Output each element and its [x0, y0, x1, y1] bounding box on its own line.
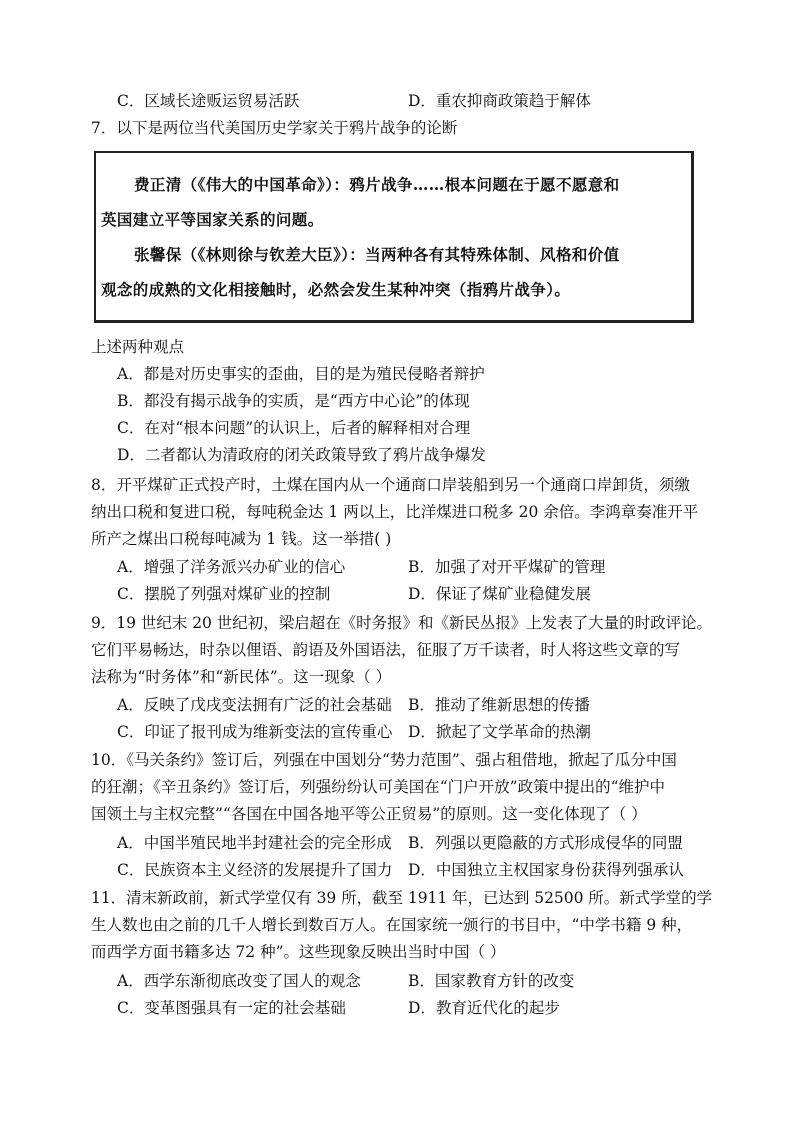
q10-stem-line-3: 国领土与主权完整”“各国在中国各地平等公正贸易”的原则。这一变化体现了（ ）: [91, 805, 647, 823]
q11-option-a[interactable]: A．西学东渐彻底改变了国人的观念: [117, 972, 361, 990]
q7-quote-box: [94, 151, 694, 323]
q9-options-row-cd: [0, 722, 794, 742]
q10-option-d[interactable]: D．中国独立主权国家身份获得列强承认: [408, 861, 684, 879]
q10-option-c[interactable]: C．民族资本主义经济的发展提升了国力: [117, 861, 393, 879]
q9-stem-line-3: 法称为“时务体”和“新民体”。这一现象（ ）: [91, 668, 392, 686]
q10-options-row-ab: [0, 833, 794, 853]
q7-prompt: 上述两种观点: [91, 338, 185, 356]
q9-stem-line-2: 它们平易畅达，时杂以俚语、韵语及外国语法，征服了万千读者，时人将这些文章的写: [91, 641, 681, 659]
q9-option-a[interactable]: A．反映了戊戌变法拥有广泛的社会基础: [117, 696, 392, 714]
q8-options-row-cd: [0, 584, 794, 604]
q7-option-c[interactable]: C．在对“根本问题”的认识上，后者的解释相对合理: [117, 419, 471, 437]
q11-options-row-ab: [0, 971, 794, 991]
q7-quote-line-3: 张馨保（《林则徐与钦差大臣》）：当两种各有其特殊体制、风格和价值: [134, 245, 620, 264]
q9-option-c[interactable]: C．印证了报刊成为维新变法的宣传重心: [117, 723, 393, 741]
q10-option-a[interactable]: A．中国半殖民地半封建社会的完全形成: [117, 834, 392, 852]
q8-stem-line-3: 所产之煤出口税每吨减为 1 钱。这一举措( ): [91, 530, 392, 548]
q11-stem-line-2: 生人数也由之前的几千人增长到数百万人。在国家统一颁行的书目中，“中学书籍 9 种，: [91, 916, 693, 934]
q11-stem-line-3: 而西学方面书籍多达 72 种”。这些现象反映出当时中国（ ）: [91, 943, 506, 961]
q7-option-d[interactable]: D．二者都认为清政府的闭关政策导致了鸦片战争爆发: [117, 446, 486, 464]
q7-option-b[interactable]: B．都没有揭示战争的实质，是“西方中心论”的体现: [117, 392, 470, 410]
q10-stem-line-2: 的狂潮；《辛丑条约》签订后，列强纷纷认可美国在“门户开放”政策中提出的“维护中: [91, 778, 666, 796]
q8-stem-line-2: 纳出口税和复进口税，每吨税金达 1 两以上，比洋煤进口税多 20 余倍。李鸿章奏准开平: [91, 503, 699, 521]
q6-option-c[interactable]: C．区域长途贩运贸易活跃: [117, 92, 300, 110]
q11-option-b[interactable]: B．国家教育方针的改变: [408, 972, 575, 990]
q9-stem-line-1: 9．19 世纪末 20 世纪初，梁启超在《时务报》和《新民丛报》上发表了大量的时政评论。: [91, 614, 712, 632]
q9-option-b[interactable]: B．推动了维新思想的传播: [408, 696, 590, 714]
q10-stem-line-1: 10．《马关条约》签订后，列强在中国划分“势力范围”、强占租借地，掀起了瓜分中国: [91, 751, 677, 769]
q8-option-c[interactable]: C．摆脱了列强对煤矿业的控制: [117, 585, 331, 603]
q6-option-d[interactable]: D．重农抑商政策趋于解体: [408, 92, 591, 110]
q9-option-d[interactable]: D．掀起了文学革命的热潮: [408, 723, 591, 741]
q8-option-d[interactable]: D．保证了煤矿业稳健发展: [408, 585, 591, 603]
q11-option-d[interactable]: D．教育近代化的起步: [408, 999, 560, 1017]
q8-option-b[interactable]: B．加强了对开平煤矿的管理: [408, 558, 606, 576]
q8-option-a[interactable]: A．增强了洋务派兴办矿业的信心: [117, 558, 346, 576]
q11-option-c[interactable]: C．变革图强具有一定的社会基础: [117, 999, 346, 1017]
q7-quote-line-2: 英国建立平等国家关系的问题。: [101, 210, 324, 229]
q7-option-a[interactable]: A．都是对历史事实的歪曲，目的是为殖民侵略者辩护: [117, 365, 485, 383]
q7-stem: 7．以下是两位当代美国历史学家关于鸦片战争的论断: [91, 119, 458, 137]
q10-options-row-cd: [0, 860, 794, 880]
q8-options-row-ab: [0, 557, 794, 577]
q7-quote-line-4: 观念的成熟的文化相接触时，必然会发生某种冲突（指鸦片战争）。: [101, 280, 571, 299]
q9-options-row-ab: [0, 695, 794, 715]
q11-options-row-cd: [0, 998, 794, 1018]
q11-stem-line-1: 11．清末新政前，新式学堂仅有 39 所，截至 1911 年，已达到 52500 所。新式学堂的学: [91, 889, 713, 907]
q10-option-b[interactable]: B．列强以更隐蔽的方式形成侵华的同盟: [408, 834, 683, 852]
q6-options-row-cd: [0, 91, 794, 111]
q7-quote-line-1: 费正清（《伟大的中国革命》）：鸦片战争……根本问题在于愿不愿意和: [134, 175, 620, 194]
q8-stem-line-1: 8．开平煤矿正式投产时，土煤在国内从一个通商口岸装船到另一个通商口岸卸货，须缴: [91, 476, 690, 494]
